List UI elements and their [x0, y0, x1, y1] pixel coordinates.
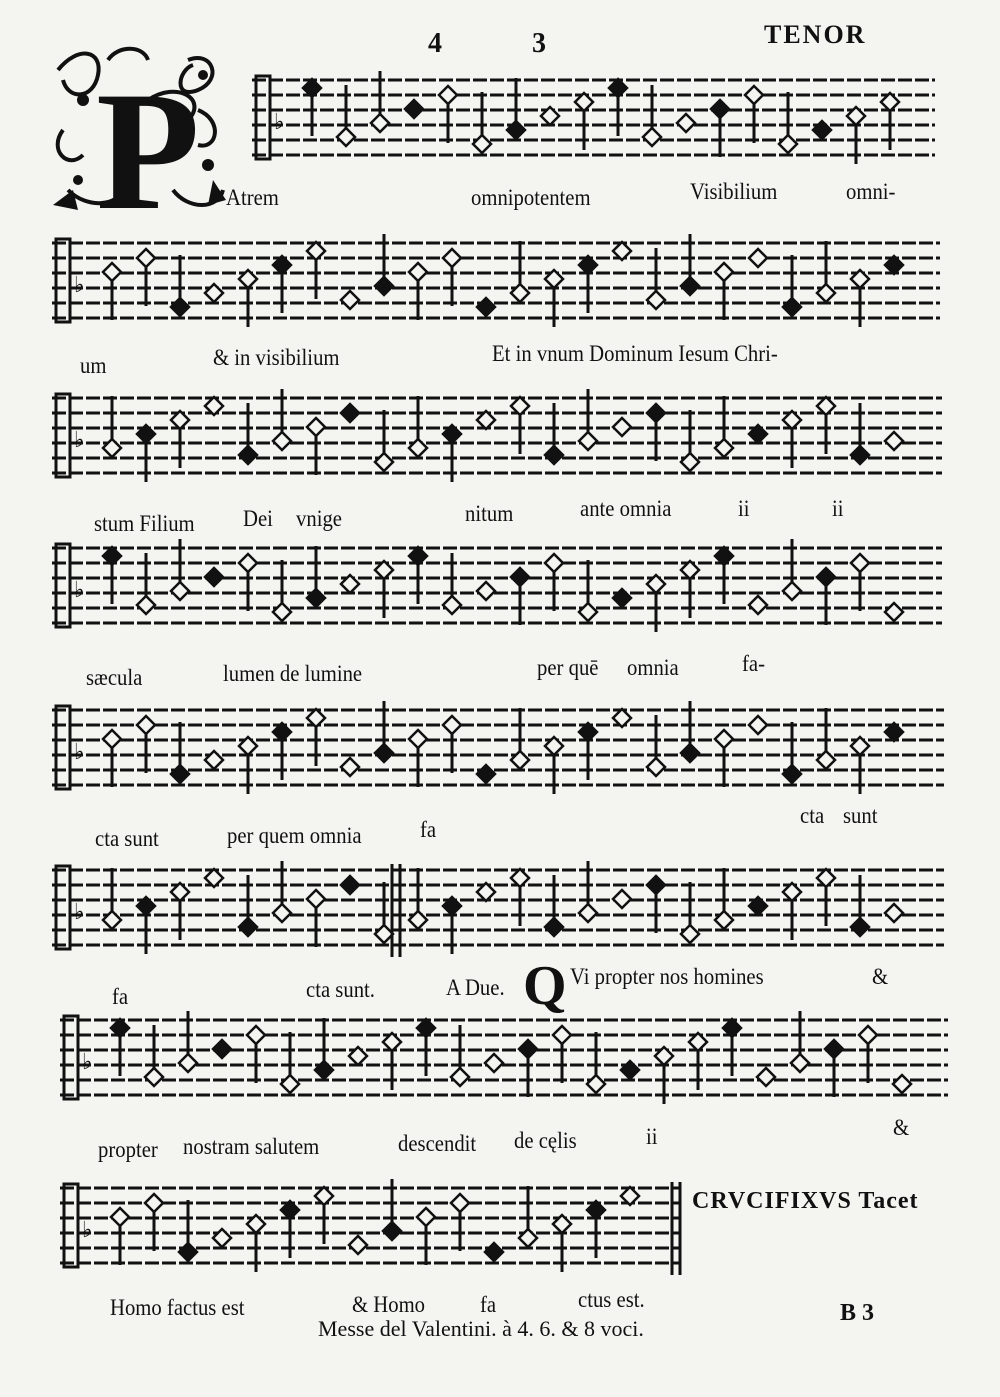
footer-title: Messe del Valentini. à 4. 6. & 8 voci.	[318, 1316, 644, 1341]
note-head	[485, 1054, 503, 1072]
note-head	[477, 582, 495, 600]
note-head	[273, 904, 291, 922]
note-head	[579, 603, 597, 621]
c-clef-icon	[56, 866, 70, 949]
lyric-6-1: fa	[112, 984, 129, 1009]
note-head	[375, 925, 393, 943]
note-head	[307, 890, 325, 908]
note-head	[405, 100, 423, 118]
lyric-7-3: descendit	[398, 1131, 477, 1156]
note-head	[885, 432, 903, 450]
note-head	[647, 404, 665, 422]
note-head	[137, 249, 155, 267]
lyric-1-4: omni-	[846, 179, 896, 204]
flat-icon: ♭	[274, 110, 285, 135]
lyric-6-5: &	[872, 964, 889, 989]
note-head	[375, 453, 393, 471]
note-head	[179, 1054, 197, 1072]
lyric-7-2: nostram salutem	[183, 1134, 320, 1159]
lyric-8-3: fa	[480, 1292, 497, 1317]
lyric-3-3: vnige	[296, 506, 342, 531]
note-head	[893, 1075, 911, 1093]
lyric-5-4: cta	[800, 803, 825, 828]
note-head	[477, 765, 495, 783]
note-head	[647, 758, 665, 776]
note-head	[439, 86, 457, 104]
note-head	[205, 568, 223, 586]
note-head	[171, 765, 189, 783]
note-head	[613, 418, 631, 436]
note-head	[647, 876, 665, 894]
c-clef-icon	[256, 76, 270, 159]
note-head	[677, 114, 695, 132]
lyric-8-1: Homo factus est	[110, 1295, 245, 1320]
note-head	[451, 1194, 469, 1212]
note-head	[137, 596, 155, 614]
lyric-1-2: omnipotentem	[471, 185, 591, 210]
note-head	[519, 1040, 537, 1058]
note-head	[681, 277, 699, 295]
lyric-4-3: per quē	[537, 655, 599, 680]
note-head	[443, 249, 461, 267]
c-clef-icon	[56, 706, 70, 789]
note-head	[247, 1026, 265, 1044]
initial-letter: P	[96, 57, 200, 218]
note-head	[749, 249, 767, 267]
note-head	[825, 1040, 843, 1058]
lyric-1-1: Atrem	[226, 185, 279, 210]
note-head	[273, 432, 291, 450]
note-head	[511, 568, 529, 586]
lyric-7-5: ii	[646, 1124, 658, 1149]
lyric-5-5: sunt	[843, 803, 878, 828]
note-head	[681, 744, 699, 762]
lyric-4-4: omnia	[627, 655, 679, 680]
note-head	[851, 446, 869, 464]
lyric-4-5: fa-	[742, 651, 765, 676]
note-head	[749, 716, 767, 734]
lyric-4-2: lumen de lumine	[223, 661, 363, 686]
note-head	[473, 135, 491, 153]
note-head	[885, 603, 903, 621]
lyric-7-4: de cęlis	[514, 1128, 577, 1153]
note-head	[137, 716, 155, 734]
flat-icon: ♭	[82, 1050, 93, 1075]
note-head	[375, 277, 393, 295]
page-mark-left: 4	[428, 28, 442, 59]
lyric-8-4: ctus est.	[578, 1287, 645, 1312]
q-initial: Q	[523, 955, 567, 1017]
lyric-5-3: fa	[420, 817, 437, 842]
lyric-3-6: ii	[738, 496, 750, 521]
flat-icon: ♭	[74, 578, 85, 603]
lyric-6-4: Vi propter nos homines	[570, 964, 764, 989]
note-head	[613, 890, 631, 908]
signature-mark: B 3	[840, 1300, 875, 1326]
c-clef-icon	[56, 394, 70, 477]
flat-icon: ♭	[74, 900, 85, 925]
note-head	[375, 744, 393, 762]
note-head	[715, 263, 733, 281]
note-head	[783, 765, 801, 783]
note-head	[681, 453, 699, 471]
c-clef-icon	[56, 544, 70, 627]
note-head	[239, 918, 257, 936]
note-head	[885, 904, 903, 922]
note-head	[851, 554, 869, 572]
note-head	[213, 1040, 231, 1058]
lyric-1-3: Visibilium	[690, 179, 778, 204]
note-head	[757, 1068, 775, 1086]
lyric-3-1: stum Filium	[94, 511, 195, 536]
note-head	[643, 128, 661, 146]
note-head	[337, 128, 355, 146]
voice-label: TENOR	[764, 20, 867, 49]
note-head	[239, 446, 257, 464]
note-head	[103, 730, 121, 748]
lyric-7-6: &	[893, 1115, 910, 1140]
note-head	[409, 730, 427, 748]
note-head	[145, 1068, 163, 1086]
note-head	[443, 596, 461, 614]
note-head	[783, 582, 801, 600]
c-clef-icon	[64, 1016, 78, 1099]
note-head	[485, 1243, 503, 1261]
note-head	[477, 298, 495, 316]
note-head	[171, 582, 189, 600]
note-head	[417, 1208, 435, 1226]
note-head	[647, 291, 665, 309]
note-head	[745, 86, 763, 104]
note-head	[341, 291, 359, 309]
flat-icon: ♭	[74, 428, 85, 453]
note-head	[681, 925, 699, 943]
lyric-2-2: & in visibilium	[213, 345, 340, 370]
note-head	[443, 716, 461, 734]
flat-icon: ♭	[82, 1218, 93, 1243]
lyric-2-1: um	[80, 353, 107, 378]
lyric-7-1: propter	[98, 1137, 158, 1162]
note-head	[341, 758, 359, 776]
note-head	[409, 263, 427, 281]
note-head	[791, 1054, 809, 1072]
lyric-6-2: cta sunt.	[306, 977, 375, 1002]
flat-icon: ♭	[74, 740, 85, 765]
lyric-3-5: ante omnia	[580, 496, 672, 521]
flat-icon: ♭	[74, 273, 85, 298]
lyric-3-7: ii	[832, 496, 844, 521]
note-head	[783, 298, 801, 316]
note-head	[715, 730, 733, 748]
note-head	[587, 1075, 605, 1093]
lyric-3-4: nitum	[465, 501, 514, 526]
note-head	[103, 263, 121, 281]
c-clef-icon	[56, 239, 70, 322]
lyric-8-2: & Homo	[352, 1292, 426, 1317]
note-head	[851, 918, 869, 936]
note-head	[711, 100, 729, 118]
note-head	[341, 876, 359, 894]
note-head	[349, 1236, 367, 1254]
note-head	[307, 418, 325, 436]
note-head	[579, 904, 597, 922]
note-head	[281, 1075, 299, 1093]
note-head	[145, 1194, 163, 1212]
note-head	[545, 918, 563, 936]
tacet-label: CRVCIFIXVS Tacet	[692, 1188, 919, 1214]
note-head	[545, 446, 563, 464]
note-head	[111, 1208, 129, 1226]
note-head	[273, 603, 291, 621]
page-mark-right: 3	[532, 28, 546, 59]
note-head	[383, 1222, 401, 1240]
note-head	[341, 404, 359, 422]
note-head	[749, 596, 767, 614]
note-head	[239, 554, 257, 572]
lyric-5-1: cta sunt	[95, 826, 159, 851]
lyric-5-2: per quem omnia	[227, 823, 362, 848]
note-head	[171, 298, 189, 316]
lyric-6-3: A Due.	[446, 975, 505, 1000]
lyric-4-1: sæcula	[86, 665, 143, 690]
note-head	[579, 432, 597, 450]
note-head	[779, 135, 797, 153]
note-head	[179, 1243, 197, 1261]
note-head	[371, 114, 389, 132]
note-head	[817, 568, 835, 586]
note-head	[545, 554, 563, 572]
lyric-2-3: Et in vnum Dominum Iesum Chri-	[492, 341, 778, 366]
c-clef-icon	[64, 1184, 78, 1267]
note-head	[859, 1026, 877, 1044]
note-head	[553, 1026, 571, 1044]
note-head	[451, 1068, 469, 1086]
lyric-3-2: Dei	[243, 506, 273, 531]
